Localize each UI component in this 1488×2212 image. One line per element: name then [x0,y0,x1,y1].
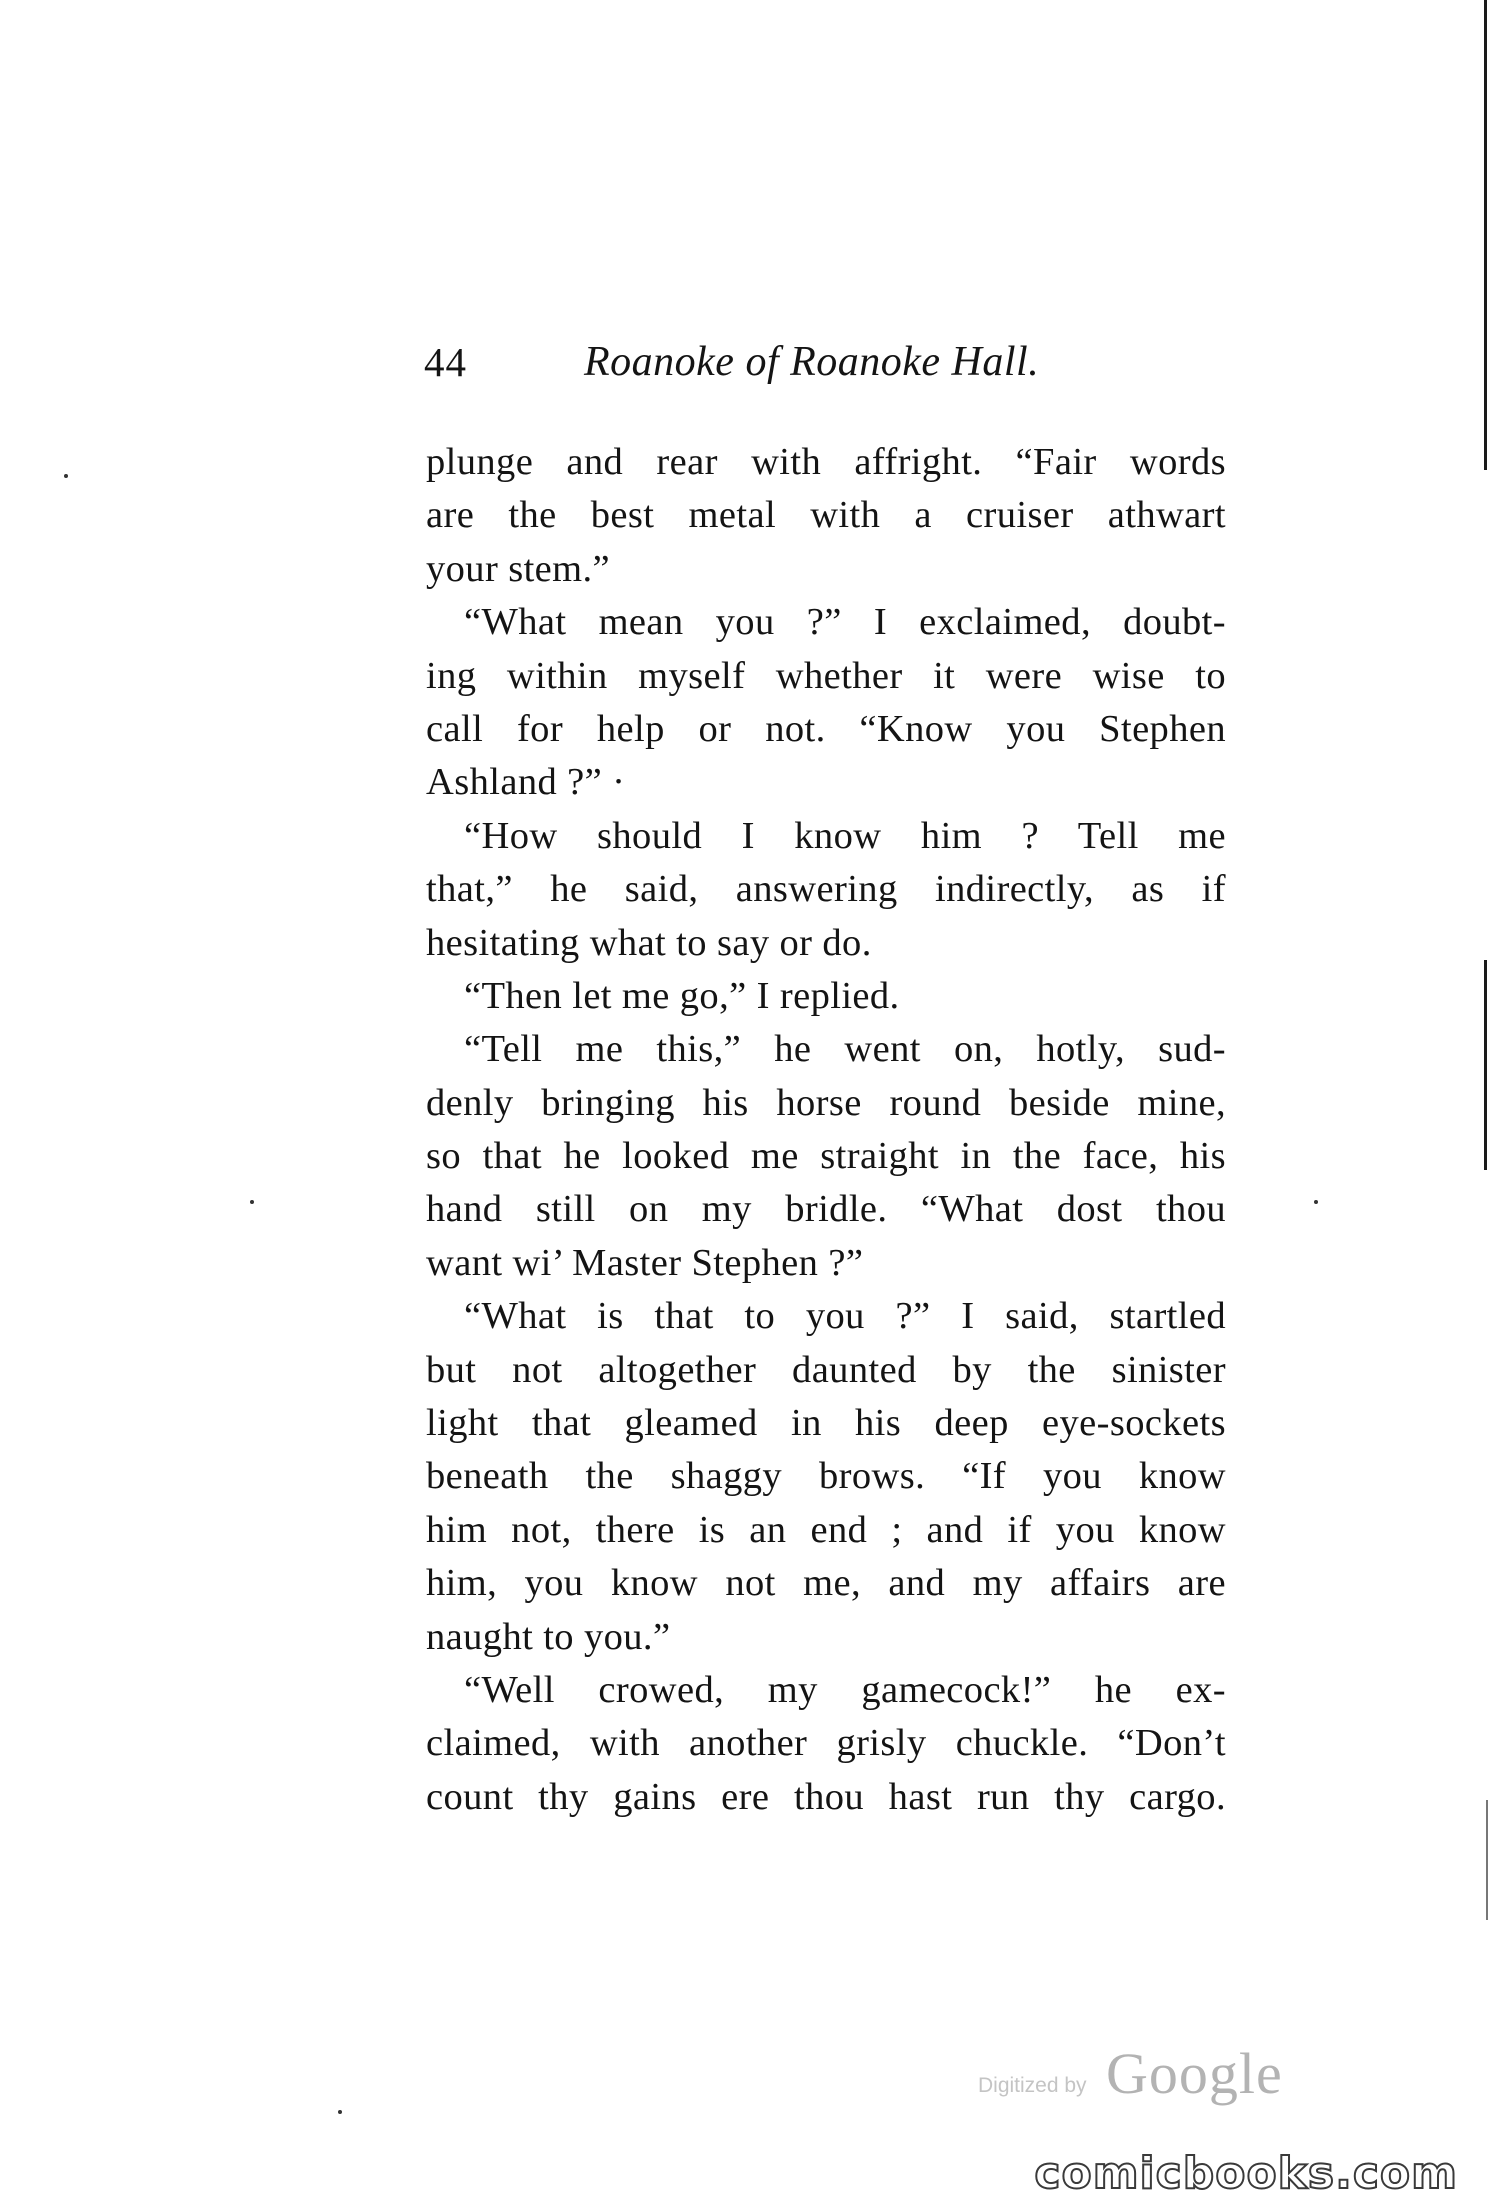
text-line: him, you know not me, and my affairs are [426,1562,1226,1605]
page-number: 44 [424,339,467,385]
scan-edge-mark [1484,0,1487,470]
text-line: “Tell me this,” he went on, hotly, sud- [464,1028,1226,1071]
text-line: Ashland ?” · [426,761,626,804]
text-line: claimed, with another grisly chuckle. “Don’t [426,1722,1226,1765]
text-line: that,” he said, answering indirectly, as if [426,868,1226,911]
scan-speck [64,474,68,478]
text-line: plunge and rear with affright. “Fair words [426,441,1226,483]
text-line: “Well crowed, my gamecock!” he ex- [464,1668,1226,1711]
body-text [426,436,1226,1824]
scan-edge-mark [1484,960,1487,1170]
text-line: are the best metal with a cruiser athwart [426,494,1226,537]
text-line: ing within myself whether it were wise to [426,654,1226,697]
text-line: hand still on my bridle. “What dost thou [426,1188,1226,1231]
digitized-by-mark [978,2040,1298,2110]
text-line: “Then let me go,” I replied. [464,974,900,1017]
text-line: him not, there is an end ; and if you know [426,1508,1226,1551]
text-line: hesitating what to say or do. [426,921,872,964]
text-line: but not altogether daunted by the sinister [426,1348,1226,1391]
text-line: call for help or not. “Know you Stephen [426,707,1226,750]
scan-speck [250,1200,254,1204]
text-line: want wi’ Master Stephen ?” [426,1241,864,1284]
running-head [424,338,1234,398]
text-line: count thy gains ere thou hast run thy cargo. [426,1775,1226,1818]
text-line: “What mean you ?” I exclaimed, doubt- [464,601,1226,644]
text-line: denly bringing his horse round beside mine, [426,1081,1226,1124]
text-line: naught to you.” [426,1615,671,1658]
text-line: your stem.” [426,547,611,590]
running-title: Roanoke of Roanoke Hall. [584,339,1040,385]
google-logo: Google [1106,2041,1283,2106]
text-line: “What is that to you ?” I said, startled [464,1295,1226,1338]
digitized-by-text: Digitized by [978,2074,1087,2097]
scan-speck [1314,1200,1318,1204]
scan-speck [338,2110,342,2114]
text-line: beneath the shaggy brows. “If you know [426,1455,1226,1498]
text-line: light that gleamed in his deep eye-sockets [426,1402,1226,1445]
site-watermark: comicbooks.com [1034,2148,1458,2199]
text-line: “How should I know him ? Tell me [464,814,1226,857]
text-line: so that he looked me straight in the face, his [426,1135,1226,1178]
